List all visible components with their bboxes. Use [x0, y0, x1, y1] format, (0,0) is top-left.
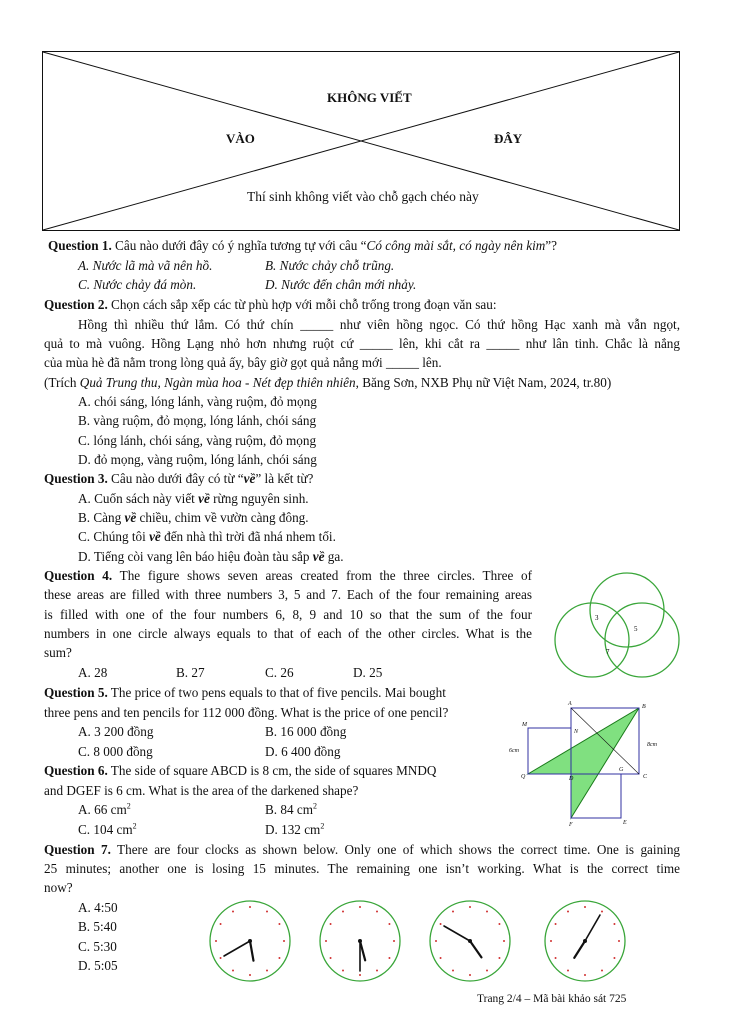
label-F: F: [569, 822, 573, 828]
clock-tick: [232, 969, 234, 971]
q2-source-pre: (Trích: [44, 375, 80, 390]
hour-hand: [574, 941, 585, 958]
q6-label: Question 6.: [44, 763, 108, 778]
clock-tick: [567, 969, 569, 971]
q3-text: Câu nào dưới đây có từ “: [107, 471, 244, 486]
q5-option-b: B. 16 000 đồng: [265, 724, 347, 739]
q4-line4: numbers in one circle always equals to that of each of the other circles. What is the: [44, 626, 532, 641]
q1-label: Question 1.: [48, 238, 112, 253]
circle-label-7: 7: [606, 648, 610, 656]
q1-text: Câu nào dưới đây có ý nghĩa tương tự với câu “: [111, 238, 367, 253]
q6-option-b: B. 84 $cm^2$: [265, 801, 317, 817]
q5-option-c: C. 8 000 đồng: [78, 744, 153, 759]
clock-tick: [550, 940, 552, 942]
circle-right: [605, 603, 679, 677]
q4-line2: these areas are filled with three numbers 3, 5 and 7. Each of the four remaining areas: [44, 587, 532, 602]
q1-text-end: ”?: [545, 238, 557, 253]
label-C: C: [643, 774, 648, 780]
q3-word: về: [243, 471, 256, 486]
q2-source-post: , Băng Sơn, NXB Phụ nữ Việt Nam, 2024, tr.80): [355, 375, 612, 390]
clock-tick: [440, 923, 442, 925]
clock-tick: [232, 911, 234, 913]
q4-option-a: A. 28: [78, 665, 108, 680]
clock-tick: [601, 969, 603, 971]
q6-line2: and DGEF is 6 cm. What is the area of the darkened shape?: [44, 783, 359, 798]
q6-option-d: D. 132 $cm^2$: [265, 821, 325, 837]
clock-tick: [584, 974, 586, 976]
q1-option-c: C. Nước chảy đá mòn.: [78, 277, 197, 292]
circle-left: [555, 603, 629, 677]
q4-option-b: B. 27: [176, 665, 205, 680]
q7-text-1: There are four clocks as shown below. Only one of which shows the correct time. One is gaining: [110, 842, 681, 857]
q1-option-d: D. Nước đến chân mới nhảy.: [265, 277, 417, 292]
clock-tick: [278, 957, 280, 959]
label-E: E: [623, 820, 627, 826]
clock-hub: [583, 939, 587, 943]
minute-hand: [224, 941, 250, 956]
clock-tick: [567, 911, 569, 913]
q3-option-a: A. Cuốn sách này viết về rừng nguyên sinh.: [78, 491, 309, 506]
q3-label: Question 3.: [44, 471, 108, 486]
label-D: D: [569, 776, 574, 782]
q2-option-b: B. vàng ruộm, đỏ mọng, lóng lánh, chói sáng: [78, 413, 317, 428]
q3-option-d: D. Tiếng còi vang lên báo hiệu đoàn tàu sắp về ga.: [78, 549, 344, 564]
q4-option-c: C. 26: [265, 665, 294, 680]
q3-option-c: C. Chúng tôi về đến nhà thì trời đã nhá nhem tối.: [78, 529, 336, 544]
clock-tick: [584, 906, 586, 908]
q2-para-line3: của mùa hè đã nằm trong lòng quả ấy, bây giờ gọt quả nắng mới _____ lên.: [44, 355, 442, 370]
hour-hand: [470, 941, 481, 957]
q7-option-a: A. 4:50: [78, 900, 118, 915]
cross-lines: [43, 52, 681, 232]
clock-tick: [469, 974, 471, 976]
label-8cm: 8cm: [647, 742, 657, 748]
header-right-word: ĐÂY: [494, 131, 523, 146]
q2-para-line1: Hồng thì nhiều thứ lắm. Có thứ chín _____ như viên hồng ngọc. Có thứ hồng Hạc xanh mà vẫn ngọt,: [78, 317, 680, 332]
clock-tick: [435, 940, 437, 942]
q2-para-line2: quả to mà vuông. Hồng Lạng nhỏ hơn nhưng ruột cứ _____ lên, khi cắt ra _____ như lân tinh. Chắc là nắng: [44, 336, 680, 351]
minute-hand: [444, 926, 470, 941]
q5-line2: three pens and ten pencils for 112 000 đồng. What is the price of one pencil?: [44, 705, 449, 720]
clock-tick: [486, 969, 488, 971]
clock-tick: [452, 969, 454, 971]
clock-hub: [468, 939, 472, 943]
clock-4: [545, 901, 625, 981]
clock-hub: [358, 939, 362, 943]
header-note: Thí sinh không viết vào chỗ gạch chéo này: [247, 189, 479, 204]
q6-option-a: A. 66 $cm^2$: [78, 801, 131, 817]
q4-line5: sum?: [44, 645, 72, 660]
q4-option-d: D. 25: [353, 665, 383, 680]
clock-tick: [342, 969, 344, 971]
circle-top: [590, 573, 664, 647]
clock-tick: [376, 911, 378, 913]
q2-option-d: D. đỏ mọng, vàng ruộm, lóng lánh, chói sáng: [78, 452, 317, 467]
clocks-figure: [200, 898, 680, 988]
header-title: KHÔNG VIẾT: [327, 90, 412, 105]
label-Q: Q: [521, 774, 526, 780]
label-M: M: [522, 722, 527, 728]
clock-hub: [248, 939, 252, 943]
label-N: N: [574, 729, 579, 735]
q5-option-d: D. 6 400 đồng: [265, 744, 341, 759]
clock-tick: [469, 906, 471, 908]
clock-tick: [498, 957, 500, 959]
q2-source-title: Quả Trung thu, Ngàn mùa hoa - Nét đẹp thiên nhiên: [79, 375, 356, 390]
q3-stem: [44, 471, 313, 487]
clock-tick: [266, 911, 268, 913]
clock-tick: [486, 911, 488, 913]
header-left-word: VÀO: [226, 131, 255, 146]
clock-tick: [601, 911, 603, 913]
clock-tick: [393, 940, 395, 942]
q2-source: [44, 375, 611, 391]
q1-option-a: A. Nước lã mà vã nên hồ.: [78, 258, 213, 273]
clock-tick: [452, 911, 454, 913]
q7-label: Question 7.: [44, 842, 111, 857]
clock-tick: [613, 923, 615, 925]
clock-tick: [266, 969, 268, 971]
q6-text-1: The side of square ABCD is 8 cm, the side of squares MNDQ: [107, 763, 437, 778]
circle-label-3: 3: [595, 614, 599, 622]
circle-label-5: 5: [634, 625, 638, 633]
q4-text-1: The figure shows seven areas created from the three circles. Three of: [112, 568, 532, 583]
clock-tick: [555, 957, 557, 959]
clock-tick: [388, 923, 390, 925]
clock-tick: [342, 911, 344, 913]
q4-line3: is filled with one of the four numbers 6, 8, 9 and 10 so that the sum of the four: [44, 607, 532, 622]
clock-tick: [498, 923, 500, 925]
label-6cm: 6cm: [509, 748, 519, 754]
clock-tick: [325, 940, 327, 942]
q4-line1: [44, 568, 532, 584]
clock-tick: [555, 923, 557, 925]
q2-option-a: A. chói sáng, lóng lánh, vàng ruộm, đỏ mọng: [78, 394, 317, 409]
minute-hand: [585, 915, 600, 941]
q5-text-1: The price of two pens equals to that of five pencils. Mai bought: [107, 685, 446, 700]
darkened-shape: [528, 708, 639, 818]
clock-tick: [220, 923, 222, 925]
clock-tick: [249, 974, 251, 976]
clock-tick: [278, 923, 280, 925]
q1-option-b: B. Nước chảy chỗ trũng.: [265, 258, 395, 273]
q5-option-a: A. 3 200 đồng: [78, 724, 154, 739]
q7-line1: [44, 842, 680, 858]
q3-text-end: ” là kết từ?: [255, 471, 314, 486]
q7-option-b: B. 5:40: [78, 919, 117, 934]
clock-tick: [388, 957, 390, 959]
clock-tick: [330, 957, 332, 959]
clock-tick: [359, 906, 361, 908]
clock-1: [210, 901, 290, 981]
clock-tick: [359, 974, 361, 976]
clock-tick: [215, 940, 217, 942]
clock-3: [430, 901, 510, 981]
clock-tick: [283, 940, 285, 942]
clock-tick: [613, 957, 615, 959]
q2-stem: [44, 297, 497, 313]
label-G: G: [619, 767, 624, 773]
hour-hand: [250, 941, 253, 961]
q5-label: Question 5.: [44, 685, 108, 700]
label-B: B: [642, 704, 646, 710]
q2-label: Question 2.: [44, 297, 108, 312]
q5-line1: [44, 685, 446, 701]
page-footer: Trang 2/4 – Mã bài khảo sát 725: [477, 993, 627, 1005]
q6-option-c: C. 104 $cm^2$: [78, 821, 137, 837]
three-circles-figure: [540, 570, 700, 680]
squares-figure: [506, 700, 676, 830]
q2-text: Chọn cách sắp xếp các từ phù hợp với mỗi chỗ trống trong đoạn văn sau:: [107, 297, 497, 312]
q1-quote: Có công mài sắt, có ngày nên kim: [366, 238, 546, 253]
clock-2: [320, 901, 400, 981]
q7-line3: now?: [44, 880, 73, 895]
clock-tick: [440, 957, 442, 959]
clock-tick: [330, 923, 332, 925]
q7-option-c: C. 5:30: [78, 939, 117, 954]
clock-tick: [249, 906, 251, 908]
clock-tick: [503, 940, 505, 942]
q6-line1: [44, 763, 436, 779]
clock-tick: [376, 969, 378, 971]
clock-tick: [618, 940, 620, 942]
q3-option-b: B. Càng về chiều, chim về vườn càng đông.: [78, 510, 309, 525]
q2-option-c: C. lóng lánh, chói sáng, vàng ruộm, đỏ mọng: [78, 433, 317, 448]
clock-tick: [220, 957, 222, 959]
q1-stem: [48, 238, 557, 254]
label-A: A: [568, 701, 572, 707]
q7-line2: 25 minutes; another one is losing 15 minutes. The remaining one isn’t working. What is the correct time: [44, 861, 680, 876]
q7-option-d: D. 5:05: [78, 958, 118, 973]
q4-label: Question 4.: [44, 568, 113, 583]
